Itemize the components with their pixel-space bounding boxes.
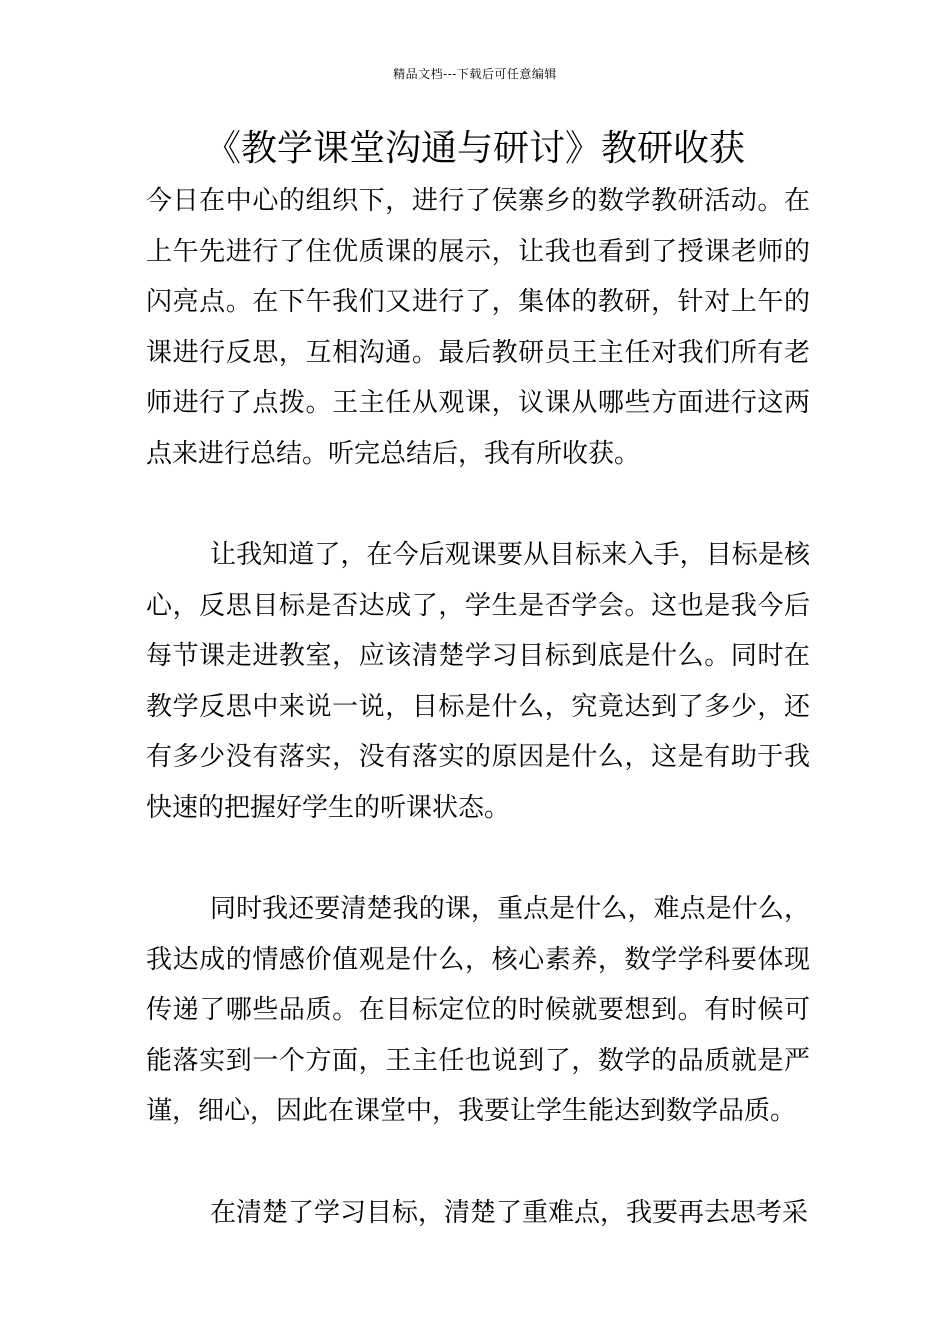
- paragraph-1: 今日在中心的组织下，进行了侯寨乡的数学教研活动。在上午先进行了住优质课的展示，让我也看到了授课老师的闪亮点。在下午我们又进行了，集体的教研，针对上午的课进行反思，互相沟通。最后教研员王主任对我们所有老师进行了点拨。王主任从观课，议课从哪些方面进行这两点来进行总结。听完总结后，我有所收获。: [146, 186, 810, 469]
- paragraph-2: 让我知道了，在今后观课要从目标来入手，目标是核心，反思目标是否达成了，学生是否学会。这也是我今后每节课走进教室，应该清楚学习目标到底是什么。同时在教学反思中来说一说，目标是什么，究竟达到了多少，还有多少没有落实，没有落实的原因是什么，这是有助于我快速的把握好学生的听课状态。: [146, 540, 810, 823]
- paragraph-3: 同时我还要清楚我的课，重点是什么，难点是什么，我达成的情感价值观是什么，核心素养，数学学科要体现传递了哪些品质。在目标定位的时候就要想到。有时候可能落实到一个方面，王主任也说到了，数学的品质就是严谨，细心，因此在课堂中，我要让学生能达到数学品质。: [146, 894, 810, 1126]
- document-body: [146, 176, 810, 1289]
- header-note: 精品文档---下载后可任意编辑: [393, 67, 557, 81]
- document-title: 《教学课堂沟通与研讨》教研收获: [204, 128, 745, 169]
- paragraph-4: 在清楚了学习目标，清楚了重难点，我要再去思考采: [210, 1197, 809, 1228]
